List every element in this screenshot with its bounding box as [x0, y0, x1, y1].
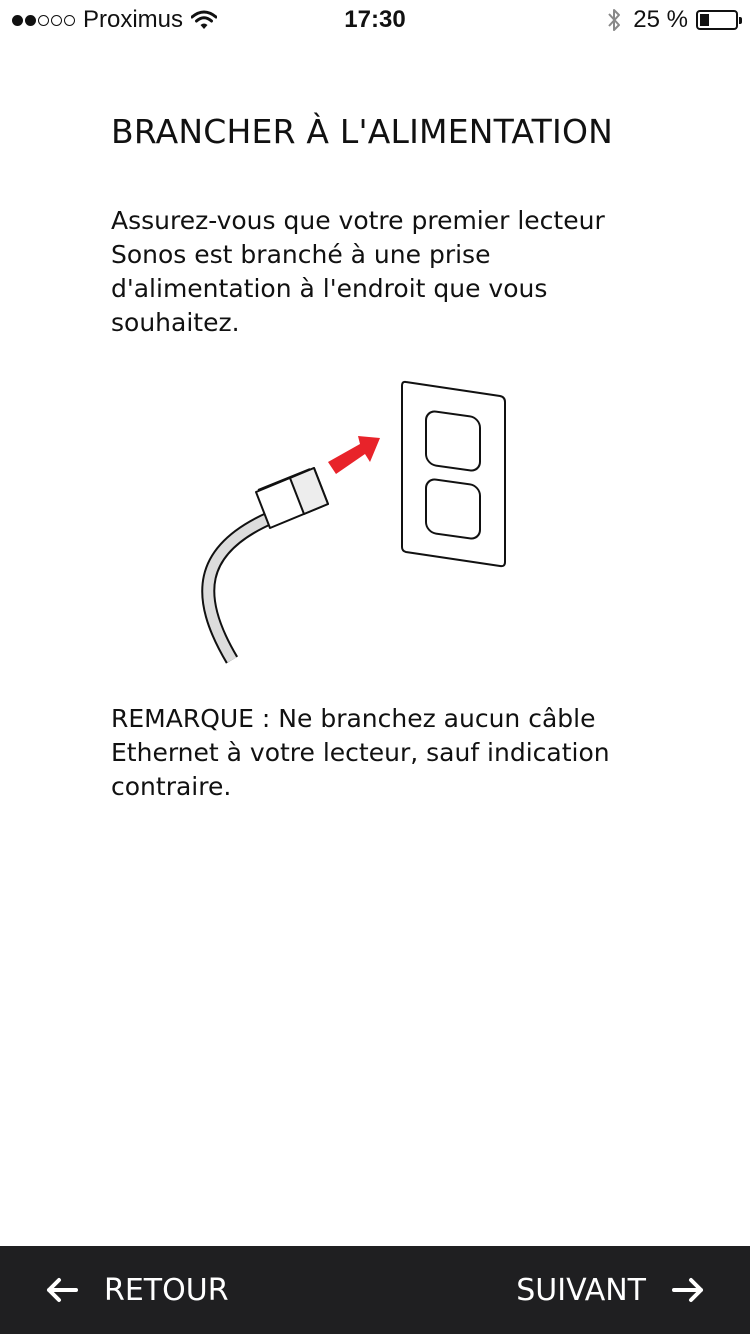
plug-into-outlet-illustration — [190, 370, 520, 670]
outlet-socket — [426, 478, 480, 540]
carrier-name: Proximus — [83, 6, 184, 33]
bottom-navigation-bar — [0, 1246, 750, 1334]
back-button-label: RETOUR — [104, 1272, 229, 1308]
arrow-right-icon — [672, 1277, 704, 1303]
power-plug-icon — [256, 468, 328, 528]
status-right — [607, 6, 738, 34]
status-bar — [0, 0, 750, 40]
bluetooth-icon — [607, 7, 621, 33]
intro-text: Assurez-vous que votre premier lecteur Sonos est branché à une prise d'alimentation à l'endroit que vous souhaitez. — [111, 206, 605, 337]
battery-level-fill — [700, 14, 709, 26]
battery-icon — [696, 10, 738, 30]
battery-percentage: 25 % — [633, 6, 688, 33]
status-time: 17:30 — [344, 6, 406, 33]
arrow-icon — [328, 436, 380, 474]
arrow-left-icon — [46, 1277, 78, 1303]
wall-outlet-icon — [402, 382, 505, 566]
next-button[interactable] — [516, 1246, 704, 1334]
page-title: BRANCHER À L'ALIMENTATION — [111, 112, 613, 151]
back-button[interactable] — [46, 1246, 229, 1334]
note-text: REMARQUE : Ne branchez aucun câble Ethernet à votre lecteur, sauf indication contraire. — [111, 704, 610, 801]
next-button-label: SUIVANT — [516, 1272, 646, 1308]
outlet-socket — [426, 410, 480, 472]
